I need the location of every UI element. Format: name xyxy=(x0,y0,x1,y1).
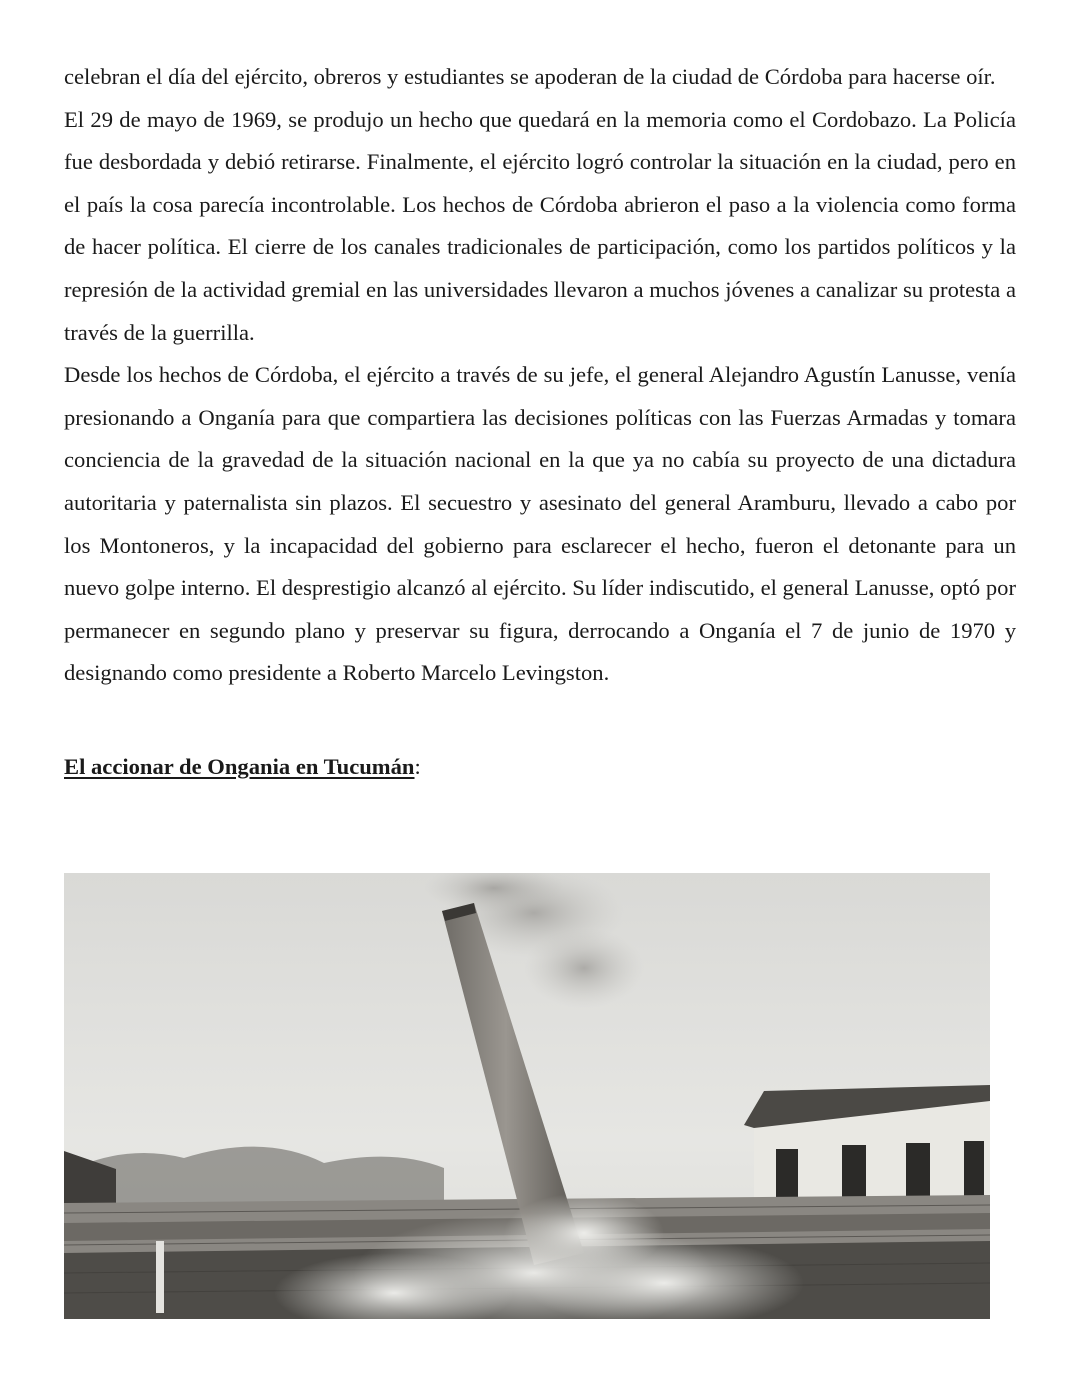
section-heading-colon: : xyxy=(414,753,421,779)
section-heading-text: El accionar de Ongania en Tucumán xyxy=(64,753,415,779)
paragraph-lanusse: Desde los hechos de Córdoba, el ejército a través de su jefe, el general Alejandro Agustín Lanusse, venía presionando a Onganía para que compartiera las decisiones políticas con las Fuerzas Armadas y tomara conciencia de la gravedad de la situación nacional en la que ya no cabía su proyecto de una dictadura autoritaria y paternalista sin plazos. El secuestro y asesinato del general Aramburu, llevado a cabo por los Montoneros, y la incapacidad del gobierno para esclarecer el hecho, fueron el detonante para un nuevo golpe interno. El desprestigio alcanzó al ejército. Su líder indiscutido, el general Lanusse, optó por permanecer en segundo plano y preservar su figura, derrocando a Onganía el 7 de junio de 1970 y designando como presidente a Roberto Marcelo Levingston. xyxy=(64,362,1016,686)
paragraph-cordobazo: El 29 de mayo de 1969, se produjo un hecho que quedará en la memoria como el Cordobazo. La Policía fue desbordada y debió retirarse. Finalmente, el ejército logró controlar la situación en la ciudad, pero en el país la cosa parecía incontrolable. Los hechos de Córdoba abrieron el paso a la violencia como forma de hacer política. El cierre de los canales tradicionales de participación, como los partidos políticos y la represión de la actividad gremial en las universidades llevaron a muchos jóvenes a canalizar su protesta a través de la guerrilla. xyxy=(64,106,1016,345)
document-page xyxy=(64,56,1016,789)
chimney-demolition-photo xyxy=(64,873,990,1319)
section-heading xyxy=(64,746,1016,789)
paragraph-intro: celebran el día del ejército, obreros y estudiantes se apoderan de la ciudad de Córdoba para hacerse oír. xyxy=(64,64,996,89)
